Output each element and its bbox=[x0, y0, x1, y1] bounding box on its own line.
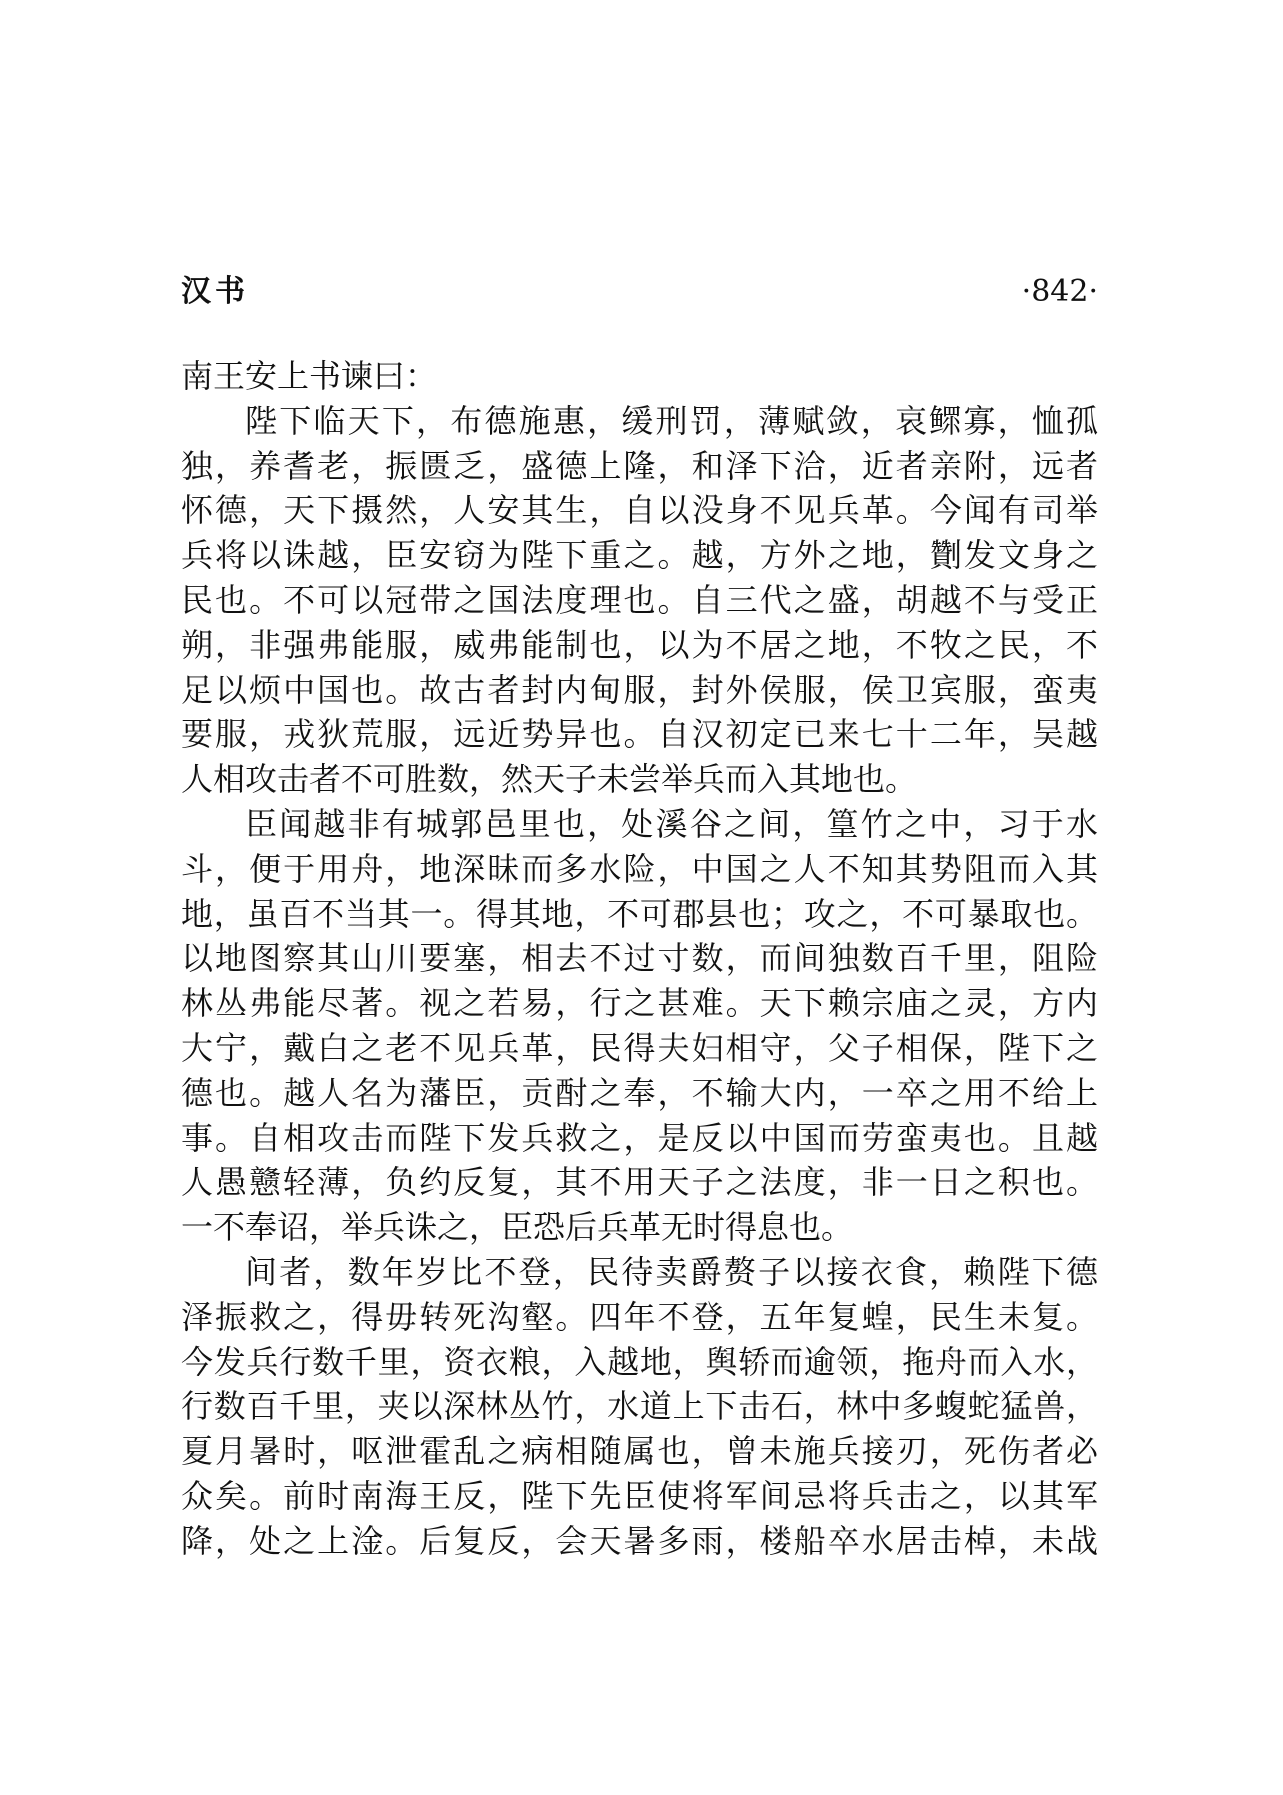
text-line: 林丛弗能尽著。视之若易，行之甚难。天下赖宗庙之灵，方内 bbox=[181, 984, 1098, 1023]
paragraph bbox=[181, 802, 1098, 1250]
text-line: 众矣。前时南海王反，陛下先臣使将军间忌将兵击之，以其军 bbox=[181, 1476, 1098, 1515]
text-line: 陛下临天下，布德施惠，缓刑罚，薄赋敛，哀鳏寡，恤孤 bbox=[245, 401, 1098, 440]
body-text bbox=[181, 354, 1098, 1564]
text-line: 一不奉诏，举兵诛之，臣恐后兵革无时得息也。 bbox=[181, 1208, 854, 1247]
text-line: 夏月暑时，呕泄霍乱之病相随属也，曾未施兵接刃，死伤者必 bbox=[181, 1432, 1098, 1471]
book-title: 汉书 bbox=[181, 274, 249, 309]
text-line: 斗，便于用舟，地深昧而多水险，中国之人不知其势阻而入其 bbox=[181, 849, 1098, 888]
paragraph bbox=[181, 1250, 1098, 1564]
text-line: 民也。不可以冠带之国法度理也。自三代之盛，胡越不与受正 bbox=[181, 580, 1098, 619]
text-line: 降，处之上淦。后复反，会天暑多雨，楼船卒水居击棹，未战 bbox=[181, 1521, 1098, 1560]
page-number: ·842· bbox=[1021, 274, 1098, 309]
text-line: 人愚戆轻薄，负约反复，其不用天子之法度，非一日之积也。 bbox=[181, 1163, 1098, 1202]
text-line: 怀德，天下摄然，人安其生，自以没身不见兵革。今闻有司举 bbox=[181, 491, 1098, 530]
paragraph bbox=[181, 399, 1098, 802]
paragraph bbox=[181, 354, 1098, 399]
text-line: 以地图察其山川要塞，相去不过寸数，而间独数百千里，阻险 bbox=[181, 939, 1098, 978]
text-line: 泽振救之，得毋转死沟壑。四年不登，五年复蝗，民生未复。 bbox=[181, 1297, 1098, 1336]
text-line: 足以烦中国也。故古者封内甸服，封外侯服，侯卫宾服，蛮夷 bbox=[181, 670, 1098, 709]
text-line: 人相攻击者不可胜数，然天子未尝举兵而入其地也。 bbox=[181, 760, 918, 799]
text-line: 今发兵行数千里，资衣粮，入越地，舆轿而逾领，拖舟而入水， bbox=[181, 1342, 1098, 1381]
text-line: 兵将以诛越，臣安窃为陛下重之。越，方外之地，劗发文身之 bbox=[181, 536, 1098, 575]
text-line: 大宁，戴白之老不见兵革，民得夫妇相守，父子相保，陛下之 bbox=[181, 1028, 1098, 1067]
text-line: 间者，数年岁比不登，民待卖爵赘子以接衣食，赖陛下德 bbox=[245, 1252, 1098, 1291]
text-line: 事。自相攻击而陛下发兵救之，是反以中国而劳蛮夷也。且越 bbox=[181, 1118, 1098, 1157]
text-line: 臣闻越非有城郭邑里也，处溪谷之间，篁竹之中，习于水 bbox=[245, 804, 1098, 843]
text-line: 南王安上书谏曰： bbox=[181, 357, 438, 395]
text-line: 要服，戎狄荒服，远近势异也。自汉初定已来七十二年，吴越 bbox=[181, 715, 1098, 754]
text-line: 地，虽百不当其一。得其地，不可郡县也；攻之，不可暴取也。 bbox=[181, 894, 1098, 933]
text-line: 德也。越人名为藩臣，贡酎之奉，不输大内，一卒之用不给上 bbox=[181, 1073, 1098, 1112]
page-header bbox=[181, 270, 1098, 314]
text-line: 独，养耆老，振匮乏，盛德上隆，和泽下洽，近者亲附，远者 bbox=[181, 446, 1098, 485]
text-line: 朔，非强弗能服，威弗能制也，以为不居之地，不牧之民，不 bbox=[181, 625, 1098, 664]
text-line: 行数百千里，夹以深林丛竹，水道上下击石，林中多蝮蛇猛兽， bbox=[181, 1387, 1098, 1426]
